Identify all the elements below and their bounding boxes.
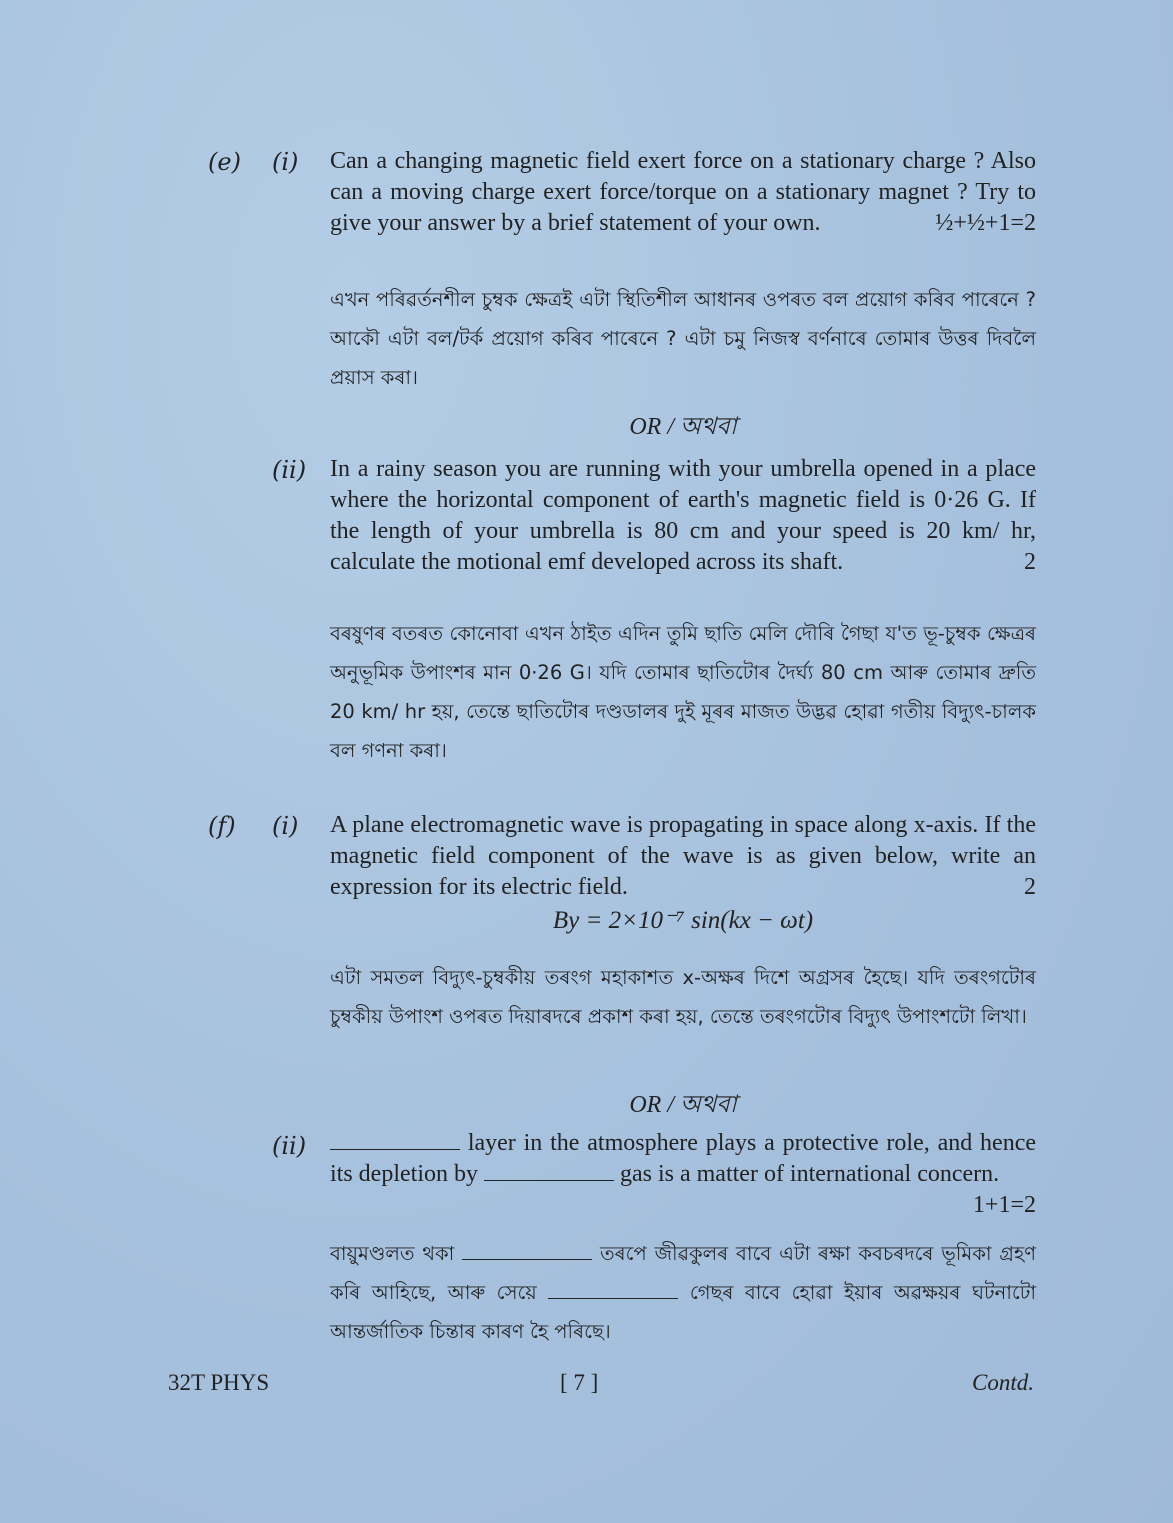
question-f-ii-assamese-c: গেছৰ বাবে হোৱা ইয়াৰ অৱক্ষয়ৰ ঘটনাটো আন্তৰ্জাতিক চিন্তাৰ কাৰণ হৈ পৰিছে। <box>330 1281 1037 1343</box>
question-f-i-label: (i) <box>272 812 299 840</box>
question-f-ii-assamese-a: বায়ুমণ্ডলত থকা <box>330 1242 455 1265</box>
question-f-ii-english <box>330 1128 1036 1221</box>
question-f-ii-assamese-b: তৰপে জীৱকুলৰ বাবে এটা ৰক্ষা কবচৰদৰে ভূমিকা গ্ৰহণ কৰি আহিছে, আৰু সেয়ে <box>330 1242 1036 1304</box>
question-e-label: (e) <box>208 148 241 176</box>
fill-blank-1[interactable] <box>330 1148 460 1150</box>
question-f-i-marks: 2 <box>1024 874 1036 900</box>
question-e-i-label: (i) <box>272 148 299 176</box>
fill-blank-3[interactable] <box>462 1258 592 1260</box>
question-f-ii-text-a: layer in the atmosphere plays a protective role, and hence its depletion by <box>330 1130 1037 1187</box>
question-e-i-text: Can a changing magnetic field exert force on a stationary charge ? Also can a moving charge exert force/torque on a stationary magnet ? Try to give your answer by a brief statement of your own. <box>330 148 1036 236</box>
question-f-label: (f) <box>208 812 236 840</box>
question-e-ii-text: In a rainy season you are running with your umbrella opened in a place where the horizontal component of earth's magnetic field is 0·26 G. If the length of your umbrella is 80 cm and your speed is 20 km/ hr, calculate the motional emf developed across its shaft. <box>330 456 1036 575</box>
page-number: [ 7 ] <box>560 1370 599 1395</box>
question-f-ii-label: (ii) <box>272 1132 307 1160</box>
question-f-i-text: A plane electromagnetic wave is propagating in space along x-axis. If the magnetic field component of the wave is as given below, write an expression for its electric field. <box>330 812 1036 900</box>
fill-blank-2[interactable] <box>484 1179 614 1181</box>
fill-blank-4[interactable] <box>548 1297 678 1299</box>
or-divider-f: OR / অথবা <box>629 1092 737 1118</box>
magnetic-field-formula: By = 2×10⁻⁷ sin(kx − ωt) <box>552 907 814 934</box>
question-e-i-english <box>330 146 1036 239</box>
or-divider-e: OR / অথবা <box>629 414 737 440</box>
continued-label: Contd. <box>972 1370 1034 1395</box>
paper-code: 32T PHYS <box>168 1370 270 1395</box>
question-f-ii-text-b: gas is a matter of international concern. <box>619 1161 1000 1187</box>
question-e-ii-label: (ii) <box>272 456 307 484</box>
question-e-i-assamese: এখন পৰিৱৰ্তনশীল চুম্বক ক্ষেত্ৰই এটা স্থিতিশীল আধানৰ ওপৰত বল প্ৰয়োগ কৰিব পাৰেনে ? আকৌ এটা বল/টৰ্ক প্ৰয়োগ কৰিব পাৰেনে ? এটা চমু নিজস্ব বৰ্ণনাৰে তোমাৰ উত্তৰ দিবলৈ প্ৰয়াস কৰা। <box>330 288 1036 389</box>
question-e-ii-english <box>330 454 1036 578</box>
question-f-ii-marks: 1+1=2 <box>972 1192 1036 1218</box>
question-f-i-english <box>330 810 1036 903</box>
question-e-i-marks: ½+½+1=2 <box>935 210 1036 236</box>
question-f-ii-assamese <box>330 1234 1036 1351</box>
question-e-ii-assamese: বৰষুণৰ বতৰত কোনোবা এখন ঠাইত এদিন তুমি ছাতি মেলি দৌৰি গৈছা য'ত ভূ-চুম্বক ক্ষেত্ৰৰ অনুভূমিক উপাংশৰ মান 0·26 G। যদি তোমাৰ ছাতিটোৰ দৈৰ্ঘ্য 80 cm আৰু তোমাৰ দ্ৰুতি 20 km/ hr হয়, তেন্তে ছাতিটোৰ দণ্ডডালৰ দুই মূৰৰ মাজত উদ্ভৱ হোৱা গতীয় বিদ্যুৎ-চালক বল গণনা কৰা। <box>330 622 1036 762</box>
question-e-ii-marks: 2 <box>1024 549 1036 575</box>
question-f-i-assamese: এটা সমতল বিদ্যুৎ-চুম্বকীয় তৰংগ মহাকাশত x-অক্ষৰ দিশে অগ্ৰসৰ হৈছে। যদি তৰংগটোৰ চুম্বকীয় উপাংশ ওপৰত দিয়াৰদৰে প্ৰকাশ কৰা হয়, তেন্তে তৰংগটোৰ বিদ্যুৎ উপাংশটো লিখা। <box>330 966 1036 1028</box>
